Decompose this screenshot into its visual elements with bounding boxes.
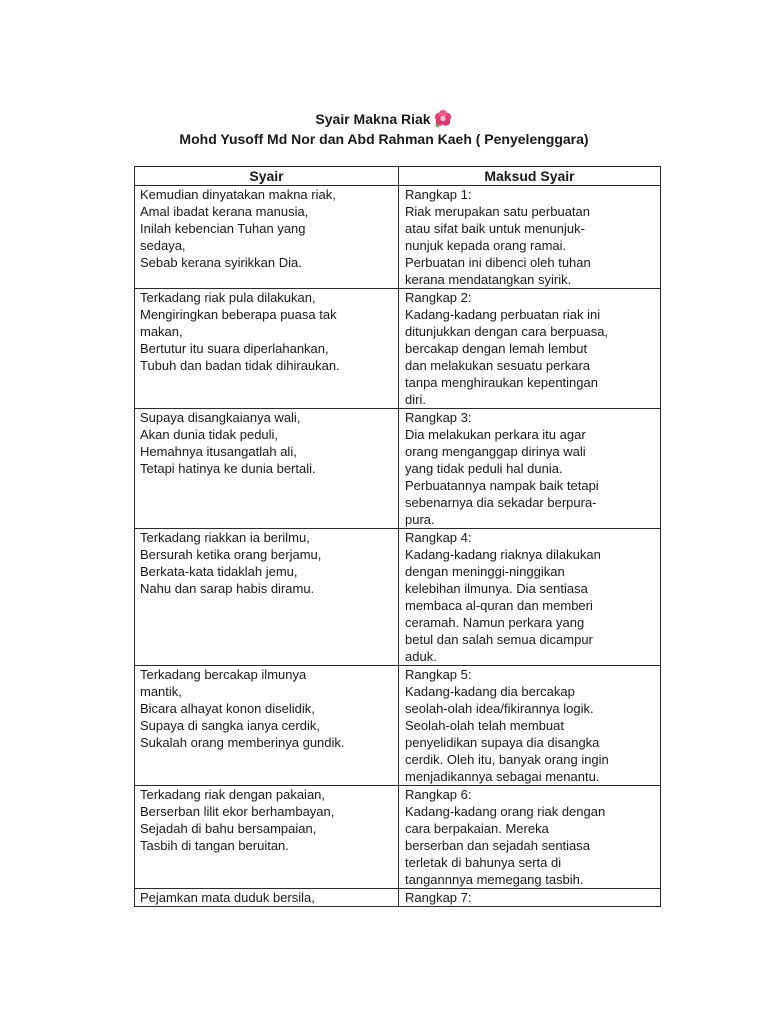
- column-header-maksud: Maksud Syair: [399, 167, 661, 186]
- maksud-cell: Rangkap 5: Kadang-kadang dia bercakap seolah-olah idea/fikirannya logik. Seolah-olah telah membuat penyelidikan supaya dia disangka cerdik. Oleh itu, banyak orang ingin menjadikannya sebagai menantu.: [399, 666, 661, 786]
- title-text: Syair Makna Riak: [315, 111, 431, 127]
- table-row: [135, 786, 661, 889]
- table-row: [135, 186, 661, 289]
- syair-cell: Terkadang bercakap ilmunya mantik, Bicara alhayat konon diselidik, Supaya di sangka ianya cerdik, Sukalah orang memberinya gundik.: [135, 666, 399, 786]
- maksud-cell: Rangkap 2: Kadang-kadang perbuatan riak ini ditunjukkan dengan cara berpuasa, bercakap dengan lemah lembut dan melakukan sesuatu perkara tanpa menghiraukan kepentingan diri.: [399, 289, 661, 409]
- maksud-cell: Rangkap 7:: [399, 889, 661, 907]
- table-row: [135, 666, 661, 786]
- maksud-cell: Rangkap 6: Kadang-kadang orang riak dengan cara berpakaian. Mereka berserban dan sejadah sentiasa terletak di bahunya serta di tangannnya memegang tasbih.: [399, 786, 661, 889]
- table-row: [135, 529, 661, 666]
- syair-cell: Pejamkan mata duduk bersila,: [135, 889, 399, 907]
- syair-cell: Terkadang riak pula dilakukan, Mengiringkan beberapa puasa tak makan, Bertutur itu suara diperlahankan, Tubuh dan badan tidak dihiraukan.: [135, 289, 399, 409]
- flower-icon: [433, 110, 453, 128]
- page-subtitle: Mohd Yusoff Md Nor dan Abd Rahman Kaeh ( Penyelenggara): [179, 131, 589, 147]
- syair-cell: Supaya disangkaianya wali, Akan dunia tidak peduli, Hemahnya itusangatlah ali, Tetapi hatinya ke dunia bertali.: [135, 409, 399, 529]
- syair-cell: Kemudian dinyatakan makna riak, Amal ibadat kerana manusia, Inilah kebencian Tuhan yang sedaya, Sebab kerana syirikkan Dia.: [135, 186, 399, 289]
- maksud-cell: Rangkap 1: Riak merupakan satu perbuatan atau sifat baik untuk menunjuk- nunjuk kepada orang ramai. Perbuatan ini dibenci oleh tuhan kerana mendatangkan syirik.: [399, 186, 661, 289]
- table-row: [135, 289, 661, 409]
- syair-cell: Terkadang riak dengan pakaian, Berserban lilit ekor berhambayan, Sejadah di bahu bersampaian, Tasbih di tangan beruitan.: [135, 786, 399, 889]
- syair-cell: Terkadang riakkan ia berilmu, Bersurah ketika orang berjamu, Berkata-kata tidaklah jemu, Nahu dan sarap habis diramu.: [135, 529, 399, 666]
- maksud-cell: Rangkap 4: Kadang-kadang riaknya dilakukan dengan meninggi-ninggikan kelebihan ilmunya. Dia sentiasa membaca al-quran dan memberi ceramah. Namun perkara yang betul dan salah semua dicampur aduk.: [399, 529, 661, 666]
- table-header-row: [135, 167, 661, 186]
- syair-table: [134, 166, 661, 907]
- table-row: [135, 409, 661, 529]
- title-block: [0, 110, 768, 148]
- table-row: [135, 889, 661, 907]
- maksud-cell: Rangkap 3: Dia melakukan perkara itu agar orang menganggap dirinya wali yang tidak peduli hal dunia. Perbuatannya nampak baik tetapi sebenarnya dia sekadar berpura- pura.: [399, 409, 661, 529]
- column-header-syair: Syair: [135, 167, 399, 186]
- page-title: [315, 110, 452, 128]
